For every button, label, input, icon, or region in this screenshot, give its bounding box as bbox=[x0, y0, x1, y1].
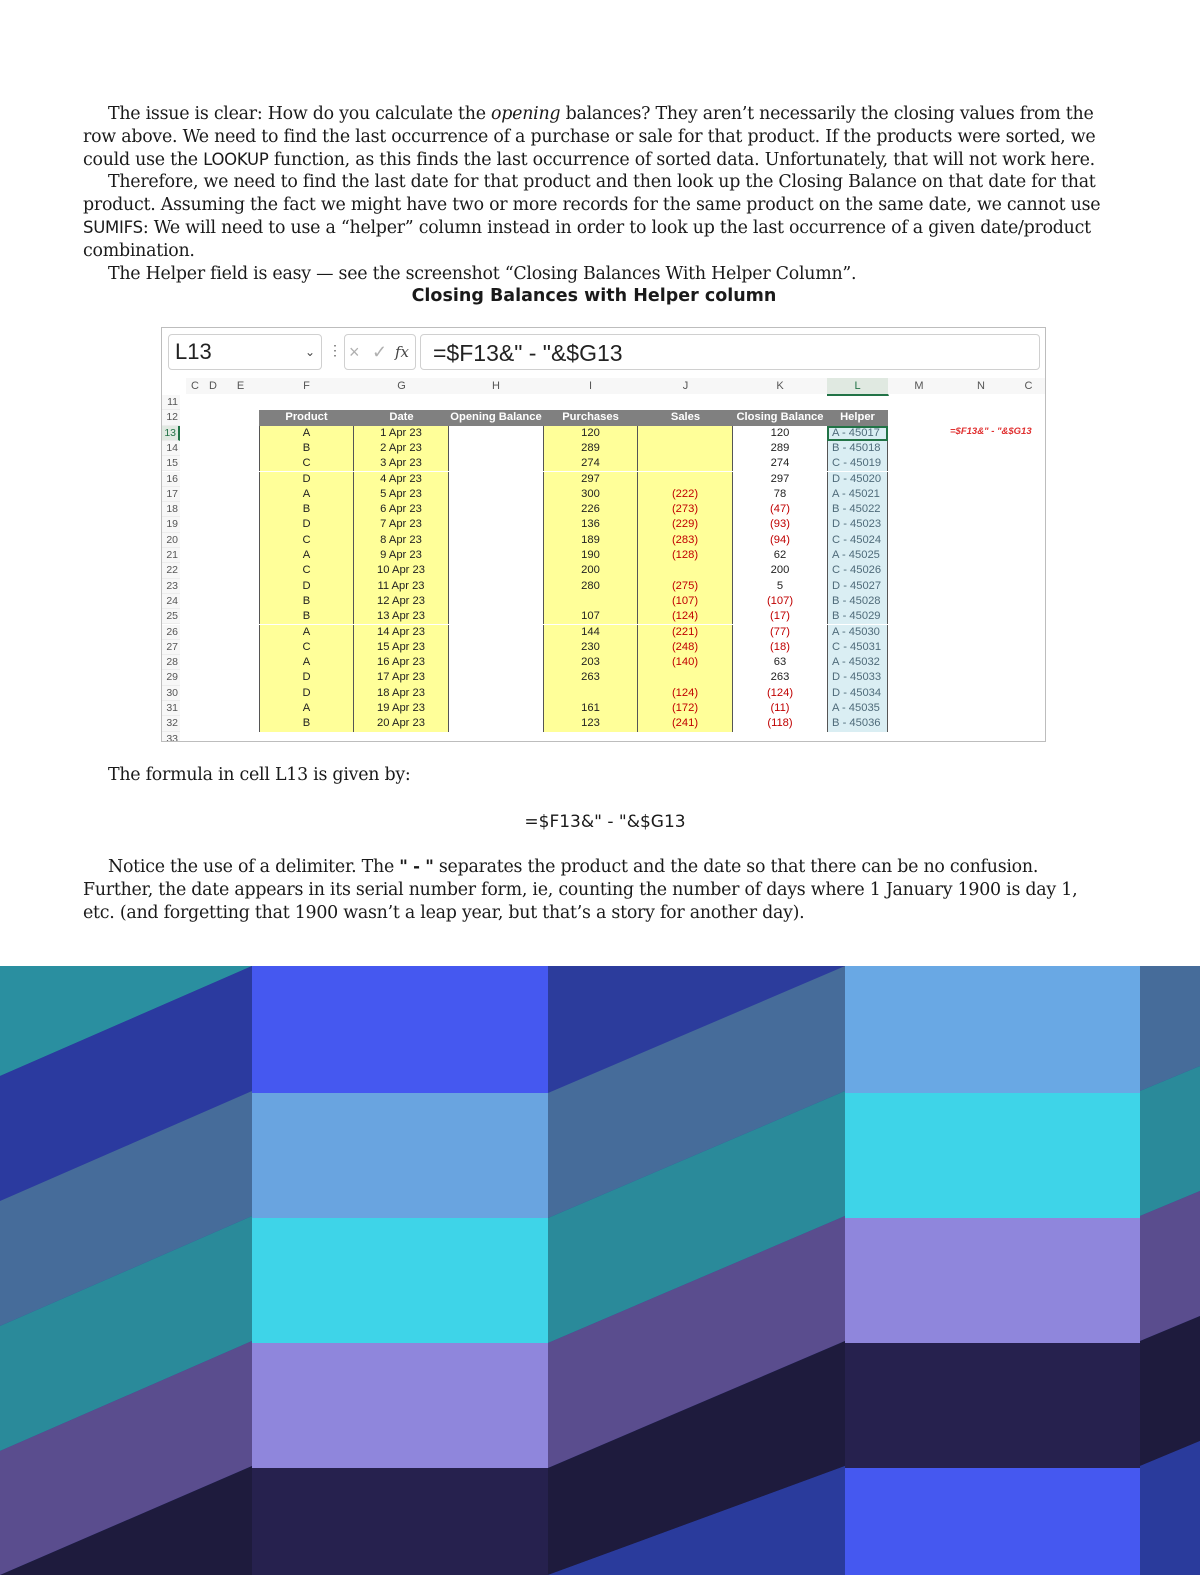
cell-product[interactable]: C bbox=[259, 533, 354, 548]
row-header-33[interactable]: 33 bbox=[162, 732, 180, 742]
row-header-13[interactable]: 13 bbox=[162, 426, 180, 441]
cell-opening-balance[interactable] bbox=[449, 609, 543, 624]
cell-sales[interactable]: (124) bbox=[638, 686, 733, 701]
cell-helper[interactable]: D - 45023 bbox=[827, 517, 888, 532]
cell-product[interactable]: D bbox=[259, 670, 354, 685]
column-header-f[interactable]: F bbox=[259, 378, 355, 394]
row-header-21[interactable]: 21 bbox=[162, 548, 180, 563]
cell-closing-balance[interactable]: 263 bbox=[770, 671, 790, 684]
paragraph-1: The issue is clear: How do you calculate the opening balances? They aren’t necessarily the closing values from the row above. We need to find the last occurrence of a purchase or sale for that product. If the products were sorted, we could use the LOOKUP function, as this finds the last occurrence of sorted data. Unfortunately, that will not work here. bbox=[83, 104, 1096, 170]
row-header-12[interactable]: 12 bbox=[162, 410, 180, 425]
chevron-down-icon[interactable]: ⌄ bbox=[304, 345, 315, 359]
column-header-c[interactable]: C bbox=[1012, 378, 1046, 394]
cell-opening-balance[interactable] bbox=[449, 517, 543, 532]
cell-opening-balance[interactable] bbox=[449, 487, 543, 502]
row-header-31[interactable]: 31 bbox=[162, 701, 180, 716]
row-header-30[interactable]: 30 bbox=[162, 686, 180, 701]
cell-sales[interactable] bbox=[638, 670, 733, 685]
cell-purchases[interactable] bbox=[543, 594, 638, 609]
cell-sales[interactable]: (222) bbox=[638, 487, 733, 502]
paragraph-2: Therefore, we need to find the last date for that product and then look up the Closing Balance on that date for that product. Assuming the fact we might have two or more records for the same product on the same date, we cannot use SUMIFS: We will need to use a “helper” column instead in order to look up the last occurrence of a given date/product combination. bbox=[83, 172, 1101, 261]
cell-purchases[interactable]: 144 bbox=[543, 625, 638, 640]
cell-date[interactable]: 13 Apr 23 bbox=[354, 609, 449, 624]
cell-date[interactable]: 15 Apr 23 bbox=[354, 640, 449, 655]
cell-opening-balance[interactable] bbox=[449, 502, 543, 517]
cell-purchases[interactable]: 297 bbox=[543, 472, 638, 487]
cell-date[interactable]: 1 Apr 23 bbox=[354, 426, 449, 441]
cell-purchases[interactable]: 120 bbox=[543, 426, 638, 441]
paragraph-4: The formula in cell L13 is given by: bbox=[108, 765, 411, 785]
cell-closing-balance[interactable]: (94) bbox=[770, 533, 790, 546]
cell-sales[interactable] bbox=[638, 472, 733, 487]
column-header-e[interactable]: E bbox=[222, 378, 260, 394]
cell-helper[interactable]: A - 45035 bbox=[827, 701, 888, 716]
cell-product[interactable]: B bbox=[259, 609, 354, 624]
cell-helper[interactable]: A - 45030 bbox=[827, 625, 888, 640]
cell-opening-balance[interactable] bbox=[449, 548, 543, 563]
cell-product[interactable]: C bbox=[259, 640, 354, 655]
cell-closing-balance[interactable]: 5 bbox=[776, 579, 784, 592]
cell-product[interactable]: A bbox=[259, 701, 354, 716]
cell-helper[interactable]: A - 45021 bbox=[827, 487, 888, 502]
cell-sales[interactable] bbox=[638, 426, 733, 441]
cell-date[interactable]: 20 Apr 23 bbox=[354, 716, 449, 731]
row-header-25[interactable]: 25 bbox=[162, 609, 180, 624]
cell-purchases[interactable]: 190 bbox=[543, 548, 638, 563]
cell-product[interactable]: A bbox=[259, 625, 354, 640]
cell-purchases[interactable]: 200 bbox=[543, 563, 638, 578]
cell-sales[interactable]: (140) bbox=[638, 655, 733, 670]
cell-closing-balance[interactable]: (124) bbox=[766, 686, 794, 699]
cell-opening-balance[interactable] bbox=[449, 625, 543, 640]
cell-product[interactable]: C bbox=[259, 563, 354, 578]
cell-opening-balance[interactable] bbox=[449, 655, 543, 670]
decorative-pattern bbox=[0, 966, 1200, 1575]
cell-closing-balance[interactable]: (93) bbox=[770, 518, 790, 531]
cell-closing-balance[interactable]: 63 bbox=[773, 656, 787, 669]
cell-helper[interactable]: B - 45022 bbox=[827, 502, 888, 517]
formula-display: =$F13&" - "&$G13 bbox=[524, 812, 686, 832]
cell-purchases[interactable]: 230 bbox=[543, 640, 638, 655]
cell-product[interactable]: C bbox=[259, 456, 354, 471]
row-header-20[interactable]: 20 bbox=[162, 533, 180, 548]
cell-closing-balance[interactable]: (18) bbox=[770, 640, 790, 653]
cell-closing-balance[interactable]: 78 bbox=[773, 487, 787, 500]
paragraph-5: Notice the use of a delimiter. The " - " separates the product and the date so that there can be no confusion. Further, the date appears in its serial number form, ie, counting the number of days where 1 January 1900 is day 1, etc. (and forgetting that 1900 wasn’t a leap year, but that’s a story for another day). bbox=[83, 857, 1078, 923]
cell-closing-balance[interactable]: (107) bbox=[766, 594, 794, 607]
cell-helper[interactable]: A - 45025 bbox=[827, 548, 888, 563]
cell-product[interactable]: D bbox=[259, 579, 354, 594]
cell-purchases[interactable]: 263 bbox=[543, 670, 638, 685]
figure-caption: Closing Balances with Helper column bbox=[411, 286, 777, 306]
cell-date[interactable]: 3 Apr 23 bbox=[354, 456, 449, 471]
cell-closing-balance[interactable]: (118) bbox=[767, 717, 793, 730]
cell-helper[interactable]: D - 45020 bbox=[827, 472, 888, 487]
cell-date[interactable]: 10 Apr 23 bbox=[354, 563, 449, 578]
row-header-23[interactable]: 23 bbox=[162, 579, 180, 594]
cell-helper[interactable]: A - 45032 bbox=[827, 655, 888, 670]
cell-sales[interactable]: (241) bbox=[638, 716, 733, 731]
cell-purchases[interactable]: 161 bbox=[543, 701, 638, 716]
cell-purchases[interactable]: 123 bbox=[543, 716, 638, 731]
formula-intro bbox=[83, 764, 1101, 787]
cell-purchases[interactable]: 107 bbox=[543, 609, 638, 624]
cell-date[interactable]: 16 Apr 23 bbox=[354, 655, 449, 670]
cell-product[interactable]: B bbox=[259, 716, 354, 731]
cell-product[interactable]: A bbox=[259, 548, 354, 563]
cancel-icon[interactable]: × bbox=[349, 342, 360, 362]
cell-date[interactable]: 8 Apr 23 bbox=[354, 533, 449, 548]
cell-sales[interactable]: (229) bbox=[638, 517, 733, 532]
cell-opening-balance[interactable] bbox=[449, 456, 543, 471]
cell-opening-balance[interactable] bbox=[449, 716, 543, 731]
cell-opening-balance[interactable] bbox=[449, 533, 543, 548]
column-header-k[interactable]: K bbox=[733, 378, 828, 394]
enter-icon[interactable]: ✓ bbox=[372, 342, 388, 362]
cell-sales[interactable] bbox=[638, 441, 733, 456]
cell-helper[interactable]: D - 45033 bbox=[827, 670, 888, 685]
cell-product[interactable]: B bbox=[259, 594, 354, 609]
cell-date[interactable]: 17 Apr 23 bbox=[354, 670, 449, 685]
cell-purchases[interactable]: 226 bbox=[543, 502, 638, 517]
cell-sales[interactable]: (283) bbox=[638, 533, 733, 548]
cell-opening-balance[interactable] bbox=[449, 472, 543, 487]
cell-date[interactable]: 19 Apr 23 bbox=[354, 701, 449, 716]
column-header-m[interactable]: M bbox=[888, 378, 951, 394]
row-header-19[interactable]: 19 bbox=[162, 517, 180, 532]
cell-closing-balance[interactable]: 200 bbox=[770, 564, 790, 577]
fx-icon[interactable]: fx bbox=[395, 343, 410, 361]
cell-closing-balance[interactable]: 274 bbox=[770, 457, 790, 470]
cell-purchases[interactable]: 280 bbox=[543, 579, 638, 594]
row-header-17[interactable]: 17 bbox=[162, 487, 180, 502]
cell-date[interactable]: 9 Apr 23 bbox=[354, 548, 449, 563]
table-header-product: Product bbox=[259, 410, 354, 425]
cell-opening-balance[interactable] bbox=[449, 640, 543, 655]
intro-text bbox=[83, 103, 1101, 285]
row-header-18[interactable]: 18 bbox=[162, 502, 180, 517]
cell-helper[interactable]: D - 45034 bbox=[827, 686, 888, 701]
cell-helper[interactable]: C - 45019 bbox=[827, 456, 888, 471]
row-header-16[interactable]: 16 bbox=[162, 472, 180, 487]
cell-opening-balance[interactable] bbox=[449, 686, 543, 701]
cell-date[interactable]: 6 Apr 23 bbox=[354, 502, 449, 517]
row-header-26[interactable]: 26 bbox=[162, 625, 180, 640]
row-header-29[interactable]: 29 bbox=[162, 670, 180, 685]
delimiter-text bbox=[83, 856, 1101, 924]
cell-sales[interactable] bbox=[638, 563, 733, 578]
column-header-n[interactable]: N bbox=[950, 378, 1013, 394]
row-header-28[interactable]: 28 bbox=[162, 655, 180, 670]
cell-purchases[interactable]: 289 bbox=[543, 441, 638, 456]
column-header-l[interactable]: L bbox=[827, 378, 889, 396]
cell-purchases[interactable]: 136 bbox=[543, 517, 638, 532]
cell-closing-balance[interactable]: (77) bbox=[770, 625, 790, 638]
row-header-11[interactable]: 11 bbox=[162, 395, 180, 410]
more-vertical-icon: ⋮ bbox=[328, 342, 342, 358]
cell-product[interactable]: A bbox=[259, 487, 354, 502]
cell-purchases[interactable]: 300 bbox=[543, 487, 638, 502]
table-header-opening-balance: Opening Balance bbox=[449, 410, 543, 425]
cell-sales[interactable]: (248) bbox=[638, 640, 733, 655]
cell-opening-balance[interactable] bbox=[449, 441, 543, 456]
name-box[interactable]: L13 ⌄ bbox=[168, 334, 322, 370]
cell-sales[interactable]: (128) bbox=[638, 548, 733, 563]
formula-note: =$F13&" - "&$G13 bbox=[950, 426, 1032, 437]
cell-helper[interactable]: B - 45036 bbox=[827, 716, 888, 731]
paragraph-3: The Helper field is easy — see the screenshot “Closing Balances With Helper Column”. bbox=[108, 263, 857, 284]
cell-purchases[interactable]: 189 bbox=[543, 533, 638, 548]
cell-purchases[interactable] bbox=[543, 686, 638, 701]
cell-sales[interactable]: (221) bbox=[638, 625, 733, 640]
row-header-22[interactable]: 22 bbox=[162, 563, 180, 578]
cell-opening-balance[interactable] bbox=[449, 579, 543, 594]
cell-sales[interactable]: (172) bbox=[638, 701, 733, 716]
row-header-32[interactable]: 32 bbox=[162, 716, 180, 731]
cell-date[interactable]: 18 Apr 23 bbox=[354, 686, 449, 701]
cell-helper[interactable]: B - 45018 bbox=[827, 441, 888, 456]
cell-sales[interactable]: (273) bbox=[638, 502, 733, 517]
cell-product[interactable]: A bbox=[259, 655, 354, 670]
cell-sales[interactable]: (275) bbox=[638, 579, 733, 594]
cell-product[interactable]: A bbox=[259, 426, 354, 441]
cell-date[interactable]: 4 Apr 23 bbox=[354, 472, 449, 487]
cell-closing-balance[interactable]: 120 bbox=[770, 426, 790, 439]
cell-date[interactable]: 12 Apr 23 bbox=[354, 594, 449, 609]
row-header-27[interactable]: 27 bbox=[162, 640, 180, 655]
cell-helper[interactable]: D - 45027 bbox=[827, 579, 888, 594]
column-header-j[interactable]: J bbox=[638, 378, 734, 394]
cell-product[interactable]: D bbox=[259, 472, 354, 487]
cell-closing-balance[interactable]: 297 bbox=[770, 472, 790, 485]
cell-date[interactable]: 14 Apr 23 bbox=[354, 625, 449, 640]
table-header-date: Date bbox=[354, 410, 449, 425]
row-header-15[interactable]: 15 bbox=[162, 456, 180, 471]
cell-date[interactable]: 7 Apr 23 bbox=[354, 517, 449, 532]
column-header-d[interactable]: D bbox=[204, 378, 223, 394]
cell-opening-balance[interactable] bbox=[449, 701, 543, 716]
cell-helper[interactable]: C - 45026 bbox=[827, 563, 888, 578]
cell-date[interactable]: 11 Apr 23 bbox=[354, 579, 449, 594]
cell-product[interactable]: B bbox=[259, 502, 354, 517]
table-header-sales: Sales bbox=[638, 410, 733, 425]
row-header-14[interactable]: 14 bbox=[162, 441, 180, 456]
row-header-24[interactable]: 24 bbox=[162, 594, 180, 609]
formula-controls bbox=[344, 334, 416, 370]
cell-opening-balance[interactable] bbox=[449, 563, 543, 578]
cell-product[interactable]: D bbox=[259, 517, 354, 532]
column-header-c[interactable]: C bbox=[186, 378, 205, 394]
cell-helper[interactable]: A - 45017 bbox=[827, 426, 888, 441]
table-header-closing-balance: Closing Balance bbox=[733, 410, 827, 425]
column-header-h[interactable]: H bbox=[449, 378, 544, 394]
table-header-helper: Helper bbox=[827, 410, 888, 425]
cell-helper[interactable]: C - 45024 bbox=[827, 533, 888, 548]
cell-product[interactable]: B bbox=[259, 441, 354, 456]
cell-closing-balance[interactable]: (17) bbox=[770, 610, 790, 623]
cell-opening-balance[interactable] bbox=[449, 426, 543, 441]
cell-helper[interactable]: B - 45028 bbox=[827, 594, 888, 609]
cell-sales[interactable] bbox=[638, 456, 733, 471]
cell-closing-balance[interactable]: 62 bbox=[773, 549, 787, 561]
cell-sales[interactable]: (107) bbox=[638, 594, 733, 609]
formula-bar[interactable]: =$F13&" - "&$G13 bbox=[420, 334, 1040, 370]
cell-opening-balance[interactable] bbox=[449, 670, 543, 685]
cell-closing-balance[interactable]: (47) bbox=[770, 503, 790, 516]
excel-screenshot bbox=[161, 327, 1046, 742]
cell-closing-balance[interactable]: 289 bbox=[770, 441, 790, 454]
cell-helper[interactable]: B - 45029 bbox=[827, 609, 888, 624]
column-header-g[interactable]: G bbox=[354, 378, 450, 394]
cell-helper[interactable]: C - 45031 bbox=[827, 640, 888, 655]
cell-product[interactable]: D bbox=[259, 686, 354, 701]
cell-date[interactable]: 5 Apr 23 bbox=[354, 487, 449, 502]
cell-date[interactable]: 2 Apr 23 bbox=[354, 441, 449, 456]
cell-sales[interactable]: (124) bbox=[638, 609, 733, 624]
cell-purchases[interactable]: 274 bbox=[543, 456, 638, 471]
table-header-purchases: Purchases bbox=[543, 410, 638, 425]
cell-purchases[interactable]: 203 bbox=[543, 655, 638, 670]
column-header-i[interactable]: I bbox=[543, 378, 639, 394]
cell-opening-balance[interactable] bbox=[449, 594, 543, 609]
cell-closing-balance[interactable]: (11) bbox=[770, 702, 790, 714]
